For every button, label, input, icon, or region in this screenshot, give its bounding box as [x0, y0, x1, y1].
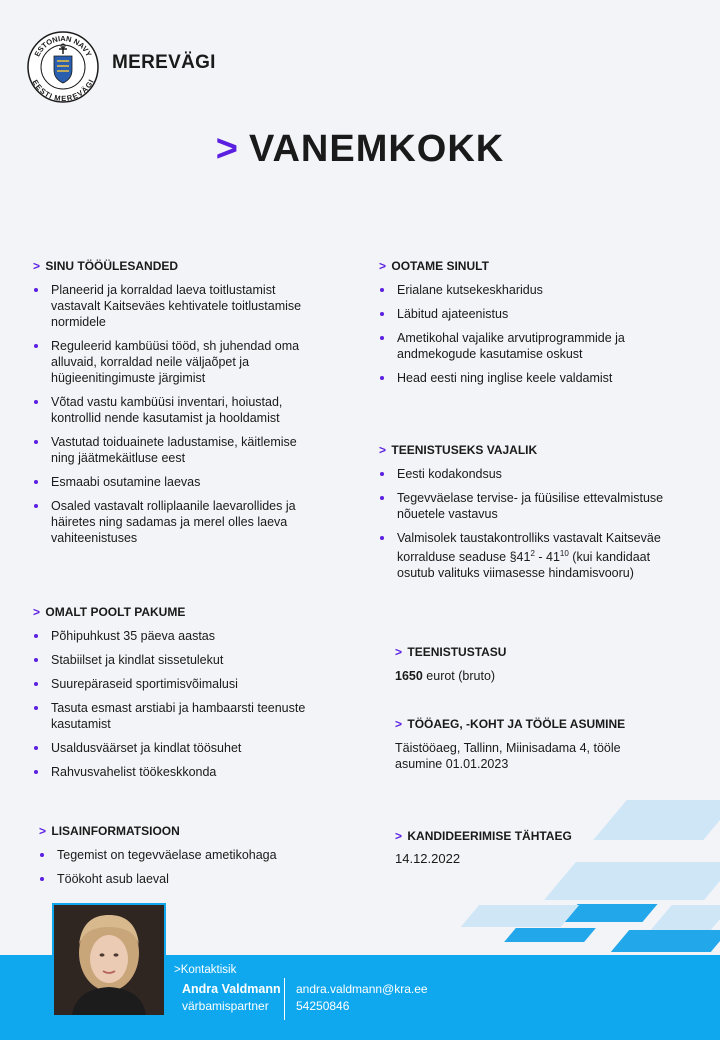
title-chevron: >	[215, 128, 239, 170]
list-item-text: Usaldusväärset ja kindlat töösuhet	[51, 741, 242, 755]
list-item-text: Stabiilset ja kindlat sissetulekut	[51, 653, 224, 667]
list-item	[33, 740, 323, 756]
list-item-text: Põhipuhkust 35 päeva aastas	[51, 629, 216, 643]
list-item-text: Läbitud ajateenistus	[397, 307, 509, 321]
list-item-text: Esmaabi osutamine laevas	[51, 475, 201, 489]
list-item	[379, 306, 669, 322]
organization-name: MEREVÄGI	[112, 52, 216, 73]
list-item-text: Ametikohal vajalike arvutiprogrammide ja andmekogude kasutamise oskust	[397, 331, 625, 361]
list-item	[33, 652, 323, 668]
service-req-list	[379, 466, 664, 589]
offer-list	[33, 628, 323, 788]
list-item-text: Suurepäraseid sportimisvõimalusi	[51, 677, 238, 691]
expect-chevron: >	[379, 259, 387, 273]
navy-logo	[26, 30, 100, 104]
list-item	[33, 394, 323, 426]
list-item	[33, 700, 323, 732]
contact-phone[interactable]: 54250846	[296, 999, 350, 1013]
workplace-chevron: >	[395, 717, 403, 731]
contact-email[interactable]: andra.valdmann@kra.ee	[296, 982, 428, 996]
list-item	[33, 338, 323, 386]
service-req-heading-text: TEENISTUSEKS VAJALIK	[391, 443, 538, 457]
list-item	[379, 282, 669, 298]
list-item-text: Reguleerid kambüüsi tööd, sh juhendad oma alluvaid, korraldad neile väljaõpet ja hügieenitingimuste järgimist	[51, 339, 300, 385]
duties-chevron: >	[33, 259, 41, 273]
list-item-text: Eesti kodakondsus	[397, 467, 502, 481]
list-item-text: Tegemist on tegevväelase ametikohaga	[57, 848, 277, 862]
deadline-chevron: >	[395, 829, 403, 843]
list-item-text: Planeerid ja korraldad laeva toitlustamist vastavalt Kaitseväes kehtivatele toitlustamise normidele	[51, 283, 302, 329]
expect-heading-text: OOTAME SINULT	[391, 259, 489, 273]
list-item	[39, 871, 339, 887]
offer-chevron: >	[33, 605, 41, 619]
list-item	[379, 370, 669, 386]
list-item	[33, 676, 323, 692]
duties-heading-text: SINU TÖÖÜLESANDED	[45, 259, 179, 273]
list-item	[33, 474, 323, 490]
security-check-note: (kui kandidaat osutub valituks viimasesse hindamisvooru)	[397, 550, 651, 581]
superscript: 2	[530, 549, 535, 558]
list-item-text: Osaled vastavalt rolliplaanile laevarollides ja häiretes ning sadamas ja merel olles laeva vahiteenistuses	[51, 499, 296, 545]
contact-photo	[52, 903, 166, 1017]
salary-value	[395, 668, 495, 684]
list-item	[379, 530, 664, 581]
page-title	[0, 128, 720, 171]
list-item	[33, 764, 323, 780]
list-item-text: Head eesti ning inglise keele valdamist	[397, 371, 613, 385]
extra-heading-text: LISAINFORMATSIOON	[51, 824, 180, 838]
list-item-text: Erialane kutsekeskharidus	[397, 283, 543, 297]
list-item-text: Tegevväelase tervise- ja füüsilise ettevalmistuse nõuetele vastavus	[397, 491, 664, 521]
list-item	[33, 434, 323, 466]
expect-heading	[379, 259, 489, 273]
title-text: VANEMKOKK	[248, 128, 505, 170]
list-item-text: Vastutad toiduainete ladustamise, käitlemise ning jäätmekäitluse eest	[51, 435, 297, 465]
list-item	[33, 628, 323, 644]
deadline-heading	[395, 829, 572, 843]
list-item	[33, 282, 323, 330]
workplace-heading	[395, 717, 625, 731]
list-item-text: Töökoht asub laeval	[57, 872, 169, 886]
salary-heading	[395, 645, 506, 659]
logo-top-text: ESTONIAN NAVY	[32, 34, 94, 59]
salary-unit: eurot (bruto)	[422, 669, 496, 683]
contact-label: >Kontaktisik	[174, 964, 237, 976]
deadline-heading-text: KANDIDEERIMISE TÄHTAEG	[407, 829, 572, 843]
extra-heading	[39, 824, 180, 838]
service-req-chevron: >	[379, 443, 387, 457]
list-item-text	[397, 531, 661, 580]
list-item-text: Võtad vastu kambüüsi inventari, hoiustad, kontrollid nende kasutamist ja hooldamist	[51, 395, 283, 425]
list-item-text: Rahvusvahelist töökeskkonda	[51, 765, 217, 779]
offer-heading-text: OMALT POOLT PAKUME	[45, 605, 186, 619]
salary-chevron: >	[395, 645, 403, 659]
list-item	[379, 466, 664, 482]
list-item-text: Tasuta esmast arstiabi ja hambaarsti teenuste kasutamist	[51, 701, 306, 731]
workplace-heading-text: TÖÖAEG, -KOHT JA TÖÖLE ASUMINE	[407, 717, 626, 731]
expect-list	[379, 282, 669, 394]
duties-list	[33, 282, 323, 554]
offer-heading	[33, 605, 185, 619]
duties-heading	[33, 259, 178, 273]
contact-name: Andra Valdmann	[182, 982, 281, 996]
security-check-range: - 41	[534, 550, 560, 565]
security-check-text: Valmisolek taustakontrolliks vastavalt Kaitseväe korralduse seaduse §41	[397, 531, 661, 565]
deadline-date: 14.12.2022	[395, 851, 461, 866]
contact-divider	[284, 978, 285, 1020]
logo-bottom-text: EESTI MEREVÄGI	[30, 78, 96, 104]
list-item	[379, 490, 664, 522]
list-item	[379, 330, 669, 362]
service-req-heading	[379, 443, 537, 457]
extra-chevron: >	[39, 824, 47, 838]
salary-amount: 1650	[395, 669, 423, 683]
superscript: 10	[559, 549, 569, 558]
list-item	[33, 498, 323, 546]
workplace-text: Täistööaeg, Tallinn, Miinisadama 4, tööle asumine 01.01.2023	[395, 741, 621, 771]
list-item	[39, 847, 339, 863]
salary-heading-text: TEENISTUSTASU	[407, 645, 507, 659]
extra-list	[39, 847, 339, 895]
contact-role: värbamispartner	[182, 999, 269, 1013]
